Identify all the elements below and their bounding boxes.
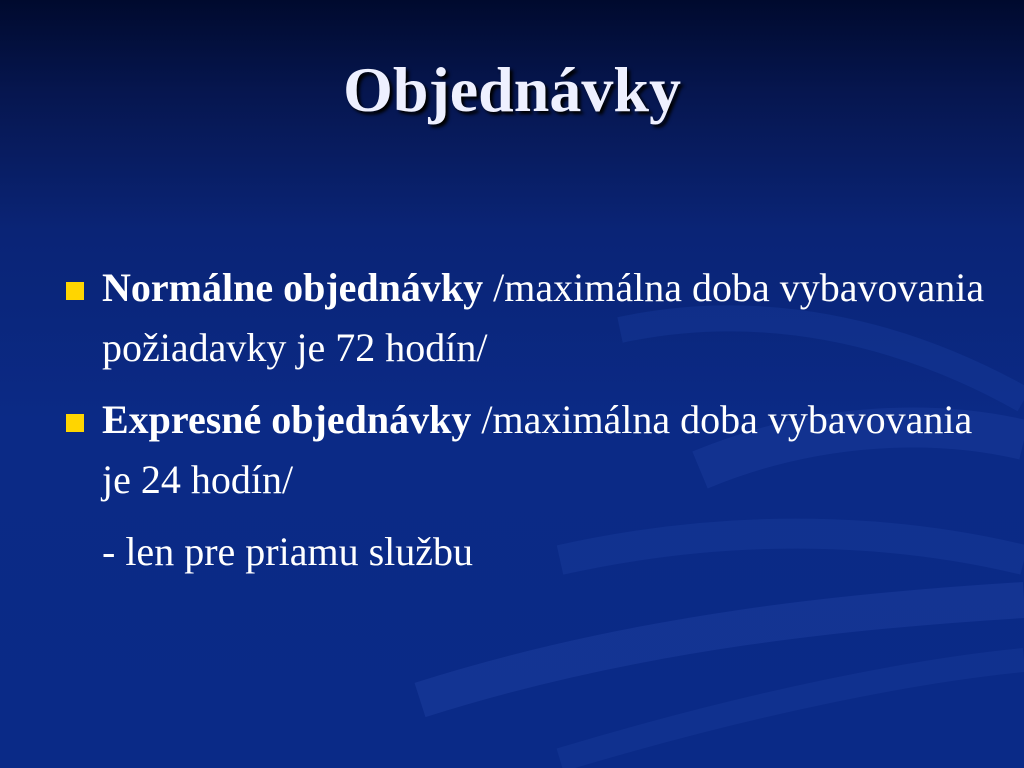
sub-line-direct-service: - len pre priamu službu bbox=[102, 529, 473, 574]
bullet-text: /maximálna doba vybavovania požiadavky je 72 hodín/ bbox=[102, 265, 985, 370]
bullet-item-normal-orders bbox=[60, 258, 990, 378]
bullet-text: /maximálna doba vybavovania je 24 hodín/ bbox=[102, 397, 973, 502]
square-bullet-icon bbox=[66, 282, 84, 300]
slide-content bbox=[60, 258, 990, 582]
slide-title: Objednávky bbox=[343, 54, 681, 125]
bullet-item-express-orders bbox=[60, 390, 990, 510]
bullet-bold-text: Expresné objednávky bbox=[102, 397, 472, 442]
bullet-bold-text: Normálne objednávky bbox=[102, 265, 484, 310]
square-bullet-icon bbox=[66, 414, 84, 432]
